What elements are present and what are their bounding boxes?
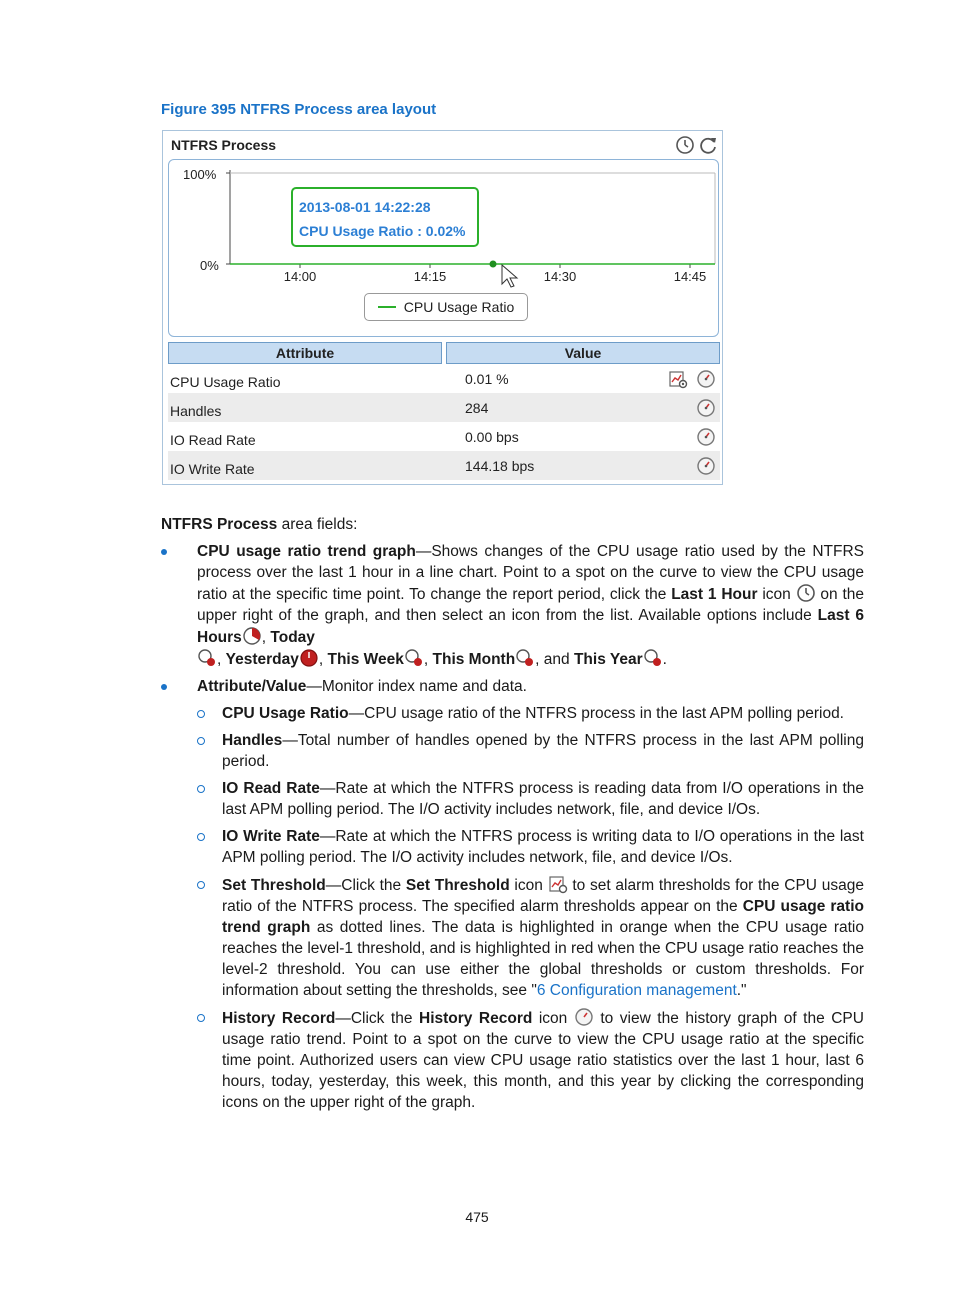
clock-icon[interactable]	[675, 135, 695, 155]
item-text: as dotted lines. The data is highlighted in orange when the CPU usage ratio reaches the level-1 threshold, and is highlighted in red when the CPU usage ratio reaches the level-2 threshold. You can use either the global thresholds or custom thresholds. For information about setting the thresholds, see "	[222, 919, 864, 999]
row-value: 0.01 %	[465, 371, 509, 387]
item-text: icon	[509, 877, 548, 894]
today-term: Today	[270, 629, 315, 646]
yesterday-term: Yesterday	[225, 651, 299, 668]
history-record-icon[interactable]	[696, 427, 716, 447]
last-1-hour-icon	[796, 583, 816, 603]
set-threshold-term: Set Threshold	[405, 877, 510, 894]
value-column-header: Value	[446, 342, 720, 364]
this-month-term: This Month	[432, 651, 516, 668]
item-title: CPU usage ratio trend graph	[197, 543, 416, 560]
page-number: 475	[465, 1209, 489, 1225]
table-header	[168, 342, 720, 364]
history-record-term: History Record	[419, 1010, 533, 1027]
item-text: on the upper right of the graph, and then select an icon from the list. Available options include	[197, 586, 865, 624]
last-6-hours-term: Last 6 Hours	[197, 607, 864, 646]
last-1-hour-term: Last 1 Hour	[671, 586, 758, 603]
attribute-table	[168, 342, 720, 480]
chart-legend[interactable]	[364, 293, 528, 321]
item-title: Handles	[222, 732, 283, 749]
list-item	[161, 676, 864, 1113]
item-title: Set Threshold	[222, 877, 326, 894]
list-item	[197, 874, 864, 1001]
item-title: History Record	[222, 1010, 336, 1027]
body-text	[161, 514, 864, 1119]
intro-text: area fields:	[277, 516, 358, 533]
item-text: ."	[736, 982, 747, 999]
item-text: to set alarm thresholds for the CPU usage ratio of the NTFRS process. The specified alarm thresholds appear on the	[222, 877, 864, 915]
item-text: —CPU usage ratio of the NTFRS process in the last APM polling period.	[348, 705, 844, 722]
item-text: —Click the	[325, 877, 406, 894]
hover-data-point[interactable]	[490, 260, 497, 267]
history-record-icon[interactable]	[696, 456, 716, 476]
configuration-management-link[interactable]: 6 Configuration management	[536, 982, 737, 999]
x-tick-label: 14:15	[413, 269, 447, 284]
item-title: CPU Usage Ratio	[222, 705, 349, 722]
list-item	[197, 778, 864, 820]
x-tick-label: 14:00	[283, 269, 317, 284]
legend-label: CPU Usage Ratio	[403, 299, 515, 315]
item-text: icon	[532, 1010, 574, 1027]
y-tick-label: 100%	[183, 167, 217, 182]
x-tick-label: 14:45	[673, 269, 707, 284]
item-title: IO Read Rate	[222, 780, 320, 797]
row-attribute: CPU Usage Ratio	[170, 374, 281, 390]
item-text: —Rate at which the NTFRS process is writing data to I/O operations in the last APM polling period. The I/O activity includes network, file, and device I/Os.	[222, 828, 864, 866]
item-text: —Click the	[335, 1010, 419, 1027]
history-record-icon[interactable]	[696, 369, 716, 389]
item-text: —Rate at which the NTFRS process is reading data from I/O operations in the last APM polling period. The I/O activity includes network, file, and device I/Os.	[222, 780, 864, 818]
item-title: Attribute/Value	[197, 678, 307, 695]
item-text: to view the history graph of the CPU usage ratio trend. Point to a spot on the curve to view the CPU usage ratio at the specific time point. Authorized users can view CPU usage ratio statistics over the last 1 hour, last 6 hours, today, yesterday, this week, this month, and this year by clicking the corresponding icons on the upper right of the graph.	[222, 1010, 864, 1111]
item-text: icon	[757, 586, 796, 603]
row-attribute: Handles	[170, 403, 222, 419]
field-list	[161, 541, 864, 1113]
row-value: 284	[465, 400, 489, 416]
table-row	[168, 364, 720, 393]
row-value: 144.18 bps	[465, 458, 535, 474]
data-tooltip	[291, 187, 479, 247]
row-attribute: IO Write Rate	[170, 461, 255, 477]
last-6-hours-icon	[242, 626, 262, 646]
mouse-cursor-icon	[502, 265, 517, 287]
item-text: —Monitor index name and data.	[306, 678, 527, 695]
item-text: —Shows changes of the CPU usage ratio used by the NTFRS process over the last 1 hour in a line chart. Point to a spot on the curve to view the CPU usage ratio at the specific time point. To change the report period, click the	[197, 543, 864, 603]
list-item: CPU usage ratio trend graph—Shows changes of the CPU usage ratio used by the NTFRS process over the last 1 hour in a line chart. Point to a spot on the curve to view the CPU usage ratio at the specific time point. To change the report period, click the Last 1 Hour icon on the upper right of the graph, and then select an icon from the list. Available options include Last 6 Hours , Today , Yesterday , This Week , This Month , and This Year .	[161, 541, 864, 670]
list-item	[197, 703, 864, 724]
refresh-icon[interactable]	[698, 135, 718, 155]
this-month-icon	[515, 648, 535, 668]
ntfrs-process-widget	[162, 130, 723, 485]
list-item	[197, 826, 864, 868]
intro-bold: NTFRS Process	[161, 516, 278, 533]
row-value: 0.00 bps	[465, 429, 519, 445]
yesterday-icon	[299, 648, 319, 668]
list-item	[197, 1007, 864, 1113]
intro-paragraph	[161, 514, 864, 535]
this-year-term: This Year	[573, 651, 643, 668]
y-tick-label: 0%	[200, 258, 219, 273]
this-week-term: This Week	[327, 651, 404, 668]
table-row	[168, 393, 720, 422]
tooltip-value: CPU Usage Ratio : 0.02%	[299, 223, 466, 239]
widget-title: NTFRS Process	[171, 137, 277, 153]
item-text: , and	[535, 651, 574, 668]
attribute-column-header: Attribute	[168, 342, 442, 364]
table-row	[168, 451, 720, 480]
legend-swatch	[378, 306, 396, 308]
widget-toolbar	[675, 135, 718, 155]
this-week-icon	[404, 648, 424, 668]
cpu-usage-chart	[168, 159, 719, 337]
x-tick-label: 14:30	[543, 269, 577, 284]
set-threshold-icon[interactable]	[668, 369, 688, 389]
list-item	[197, 730, 864, 772]
graph-term: CPU usage ratio trend graph	[222, 898, 864, 936]
item-text: —Total number of handles opened by the NTFRS process in the last APM polling period.	[222, 732, 864, 770]
history-record-icon[interactable]	[696, 398, 716, 418]
this-year-icon	[643, 648, 663, 668]
tooltip-time: 2013-08-01 14:22:28	[299, 199, 431, 215]
today-icon	[197, 648, 217, 668]
item-title: IO Write Rate	[222, 828, 320, 845]
set-threshold-icon	[548, 874, 568, 894]
table-row	[168, 422, 720, 451]
history-record-icon	[574, 1007, 594, 1027]
row-attribute: IO Read Rate	[170, 432, 256, 448]
figure-caption: Figure 395 NTFRS Process area layout	[161, 101, 437, 118]
attribute-list	[197, 703, 864, 1113]
